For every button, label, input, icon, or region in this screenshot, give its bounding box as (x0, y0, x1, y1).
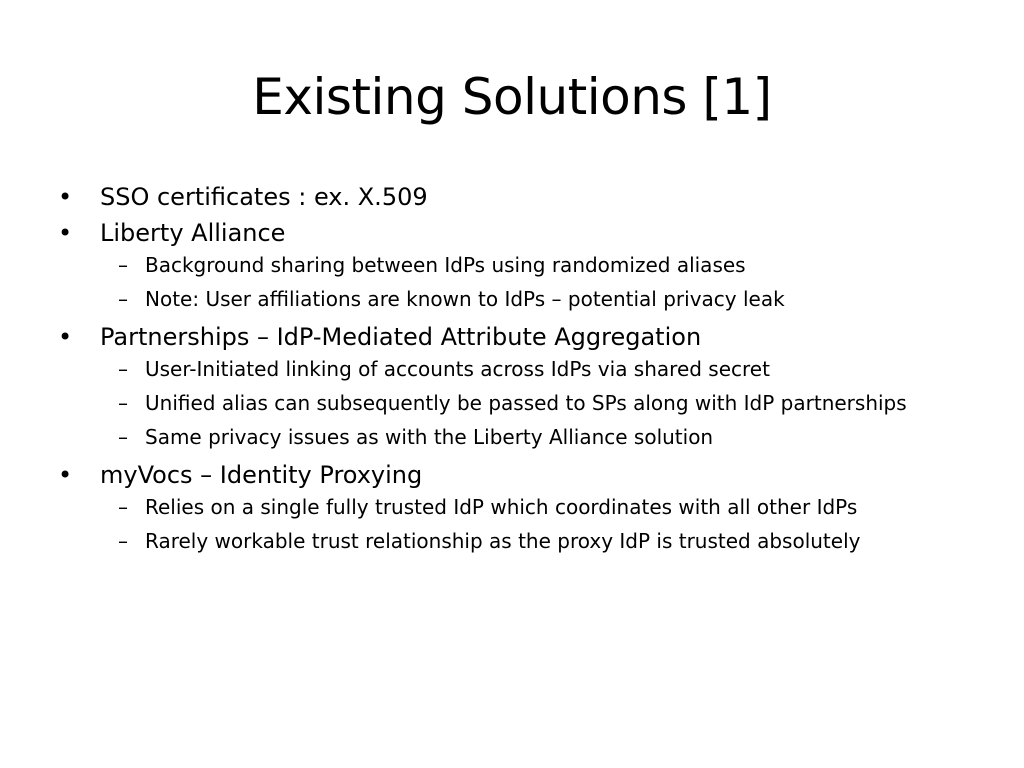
sub-bullet-text: Same privacy issues as with the Liberty Alliance solution (145, 425, 714, 449)
bullet-item (52, 216, 952, 250)
bullet-text: Partnerships – IdP-Mediated Attribute Aggregation (100, 323, 702, 351)
bullet-text: Liberty Alliance (100, 219, 286, 247)
sub-bullet-text: Relies on a single fully trusted IdP which coordinates with all other IdPs (145, 495, 858, 519)
slide-title: Existing Solutions [1] (252, 68, 772, 126)
dash-marker: – (118, 287, 128, 311)
sub-bullet-item (100, 424, 925, 450)
bullet-marker: • (58, 323, 73, 351)
sub-bullet-item (100, 528, 925, 554)
sub-bullet-text: User-Initiated linking of accounts across IdPs via shared secret (145, 357, 770, 381)
sub-bullet-text: Rarely workable trust relationship as the proxy IdP is trusted absolutely (145, 529, 861, 553)
dash-marker: – (118, 391, 128, 415)
bullet-item (52, 320, 952, 354)
bullet-item (52, 458, 952, 492)
dash-marker: – (118, 357, 128, 381)
bullet-marker: • (58, 219, 73, 247)
slide-body (52, 180, 952, 562)
sub-bullet-item (100, 286, 925, 312)
bullet-text: myVocs – Identity Proxying (100, 461, 423, 489)
sub-bullet-item (100, 390, 925, 416)
dash-marker: – (118, 529, 128, 553)
dash-marker: – (118, 425, 128, 449)
sub-bullet-text: Note: User affiliations are known to IdPs – potential privacy leak (145, 287, 785, 311)
sub-bullet-text: Unified alias can subsequently be passed to SPs along with IdP partnerships (145, 391, 907, 415)
bullet-marker: • (58, 461, 73, 489)
dash-marker: – (118, 253, 128, 277)
bullet-text: SSO certificates : ex. X.509 (100, 183, 428, 211)
dash-marker: – (118, 495, 128, 519)
sub-bullet-item (100, 356, 925, 382)
bullet-item (52, 180, 952, 214)
bullet-marker: • (58, 183, 73, 211)
sub-bullet-text: Background sharing between IdPs using randomized aliases (145, 253, 746, 277)
sub-bullet-item (100, 494, 925, 520)
sub-bullet-item (100, 252, 925, 278)
